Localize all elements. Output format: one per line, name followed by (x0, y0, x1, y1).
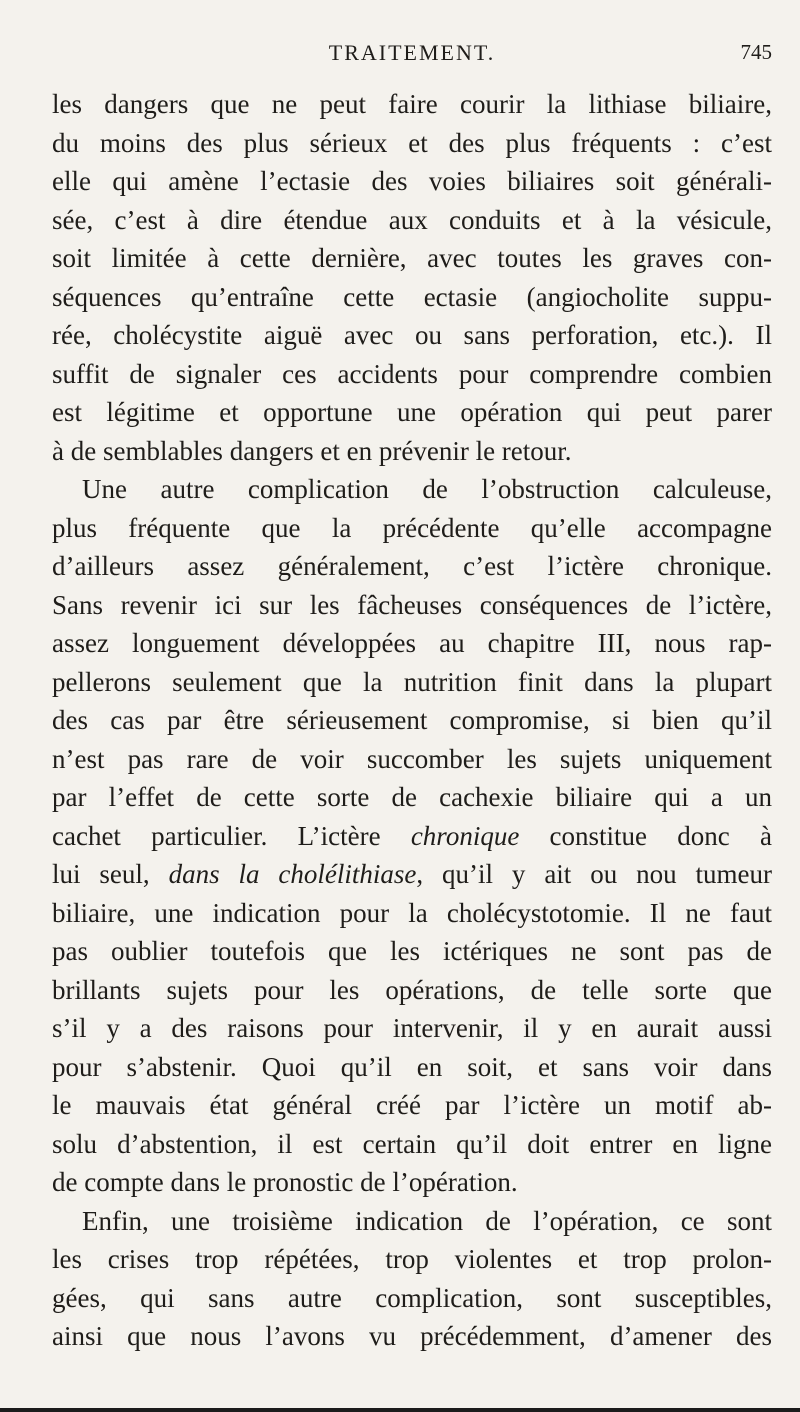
text-line: pas oublier toutefois que les ictériques ne sont pas de (52, 936, 772, 966)
body-text (52, 85, 772, 1356)
text-line: biliaire, une indication pour la cholécystotomie. Il ne faut (52, 897, 772, 928)
text-line: gées, qui sans autre complication, sont susceptibles, (52, 1282, 772, 1313)
text-line: Une autre complication de l’obstruction calculeuse, (82, 474, 772, 504)
text-line: pour s’abstenir. Quoi qu’il en soit, et sans voir dans (52, 1051, 772, 1082)
text-line: des cas par être sérieusement compromise, si bien qu’il (52, 705, 772, 735)
text-line: lui seul, dans la cholélithiase, qu’il y ait ou nou tumeur (52, 859, 772, 889)
text-line: sée, c’est à dire étendue aux conduits et à la vésicule, (52, 204, 772, 235)
text-line: soit limitée à cette dernière, avec toutes les graves con- (52, 243, 772, 273)
text-line: les dangers que ne peut faire courir la lithiase biliaire, (52, 89, 772, 119)
text-line: de compte dans le pronostic de l’opération. (52, 1167, 518, 1197)
bottom-rule (0, 1408, 800, 1412)
text-line: est légitime et opportune une opération qui peut parer (52, 397, 772, 427)
text-line: plus fréquente que la précédente qu’elle accompagne (52, 512, 772, 543)
text-line: d’ailleurs assez généralement, c’est l’ictère chronique. (52, 551, 772, 581)
text-line: séquences qu’entraîne cette ectasie (angiocholite suppu- (52, 281, 772, 312)
text-line: rée, cholécystite aiguë avec ou sans perforation, etc.). Il (52, 320, 772, 350)
text-line: à de semblables dangers et en prévenir le retour. (52, 435, 572, 466)
text-line: du moins des plus sérieux et des plus fréquents : c’est (52, 127, 772, 158)
text-line: elle qui amène l’ectasie des voies biliaires soit générali- (52, 166, 772, 196)
text-line: les crises trop répétées, trop violentes et trop prolon- (52, 1244, 772, 1274)
text-line: suffit de signaler ces accidents pour comprendre combien (52, 358, 772, 389)
text-line: cachet particulier. L’ictère chronique constitue donc à (52, 820, 772, 851)
text-line: s’il y a des raisons pour intervenir, il y en aurait aussi (52, 1013, 772, 1043)
text-line: solu d’abstention, il est certain qu’il doit entrer en ligne (52, 1128, 772, 1159)
page-header (52, 40, 772, 80)
text-line: le mauvais état général créé par l’ictère un motif ab- (52, 1090, 772, 1120)
text-line: n’est pas rare de voir succomber les sujets uniquement (52, 743, 772, 774)
text-line: par l’effet de cette sorte de cachexie biliaire qui a un (52, 782, 772, 812)
text-line: assez longuement développées au chapitre III, nous rap- (52, 628, 772, 658)
text-line: brillants sujets pour les opérations, de telle sorte que (52, 974, 772, 1005)
text-line: ainsi que nous l’avons vu précédemment, d’amener des (52, 1321, 772, 1351)
page-number: 745 (740, 40, 772, 64)
text-line: Sans revenir ici sur les fâcheuses conséquences de l’ictère, (52, 589, 772, 620)
text-line: pellerons seulement que la nutrition finit dans la plupart (52, 666, 772, 697)
running-head: TRAITEMENT. (328, 40, 496, 65)
text-line: Enfin, une troisième indication de l’opération, ce sont (82, 1205, 772, 1236)
